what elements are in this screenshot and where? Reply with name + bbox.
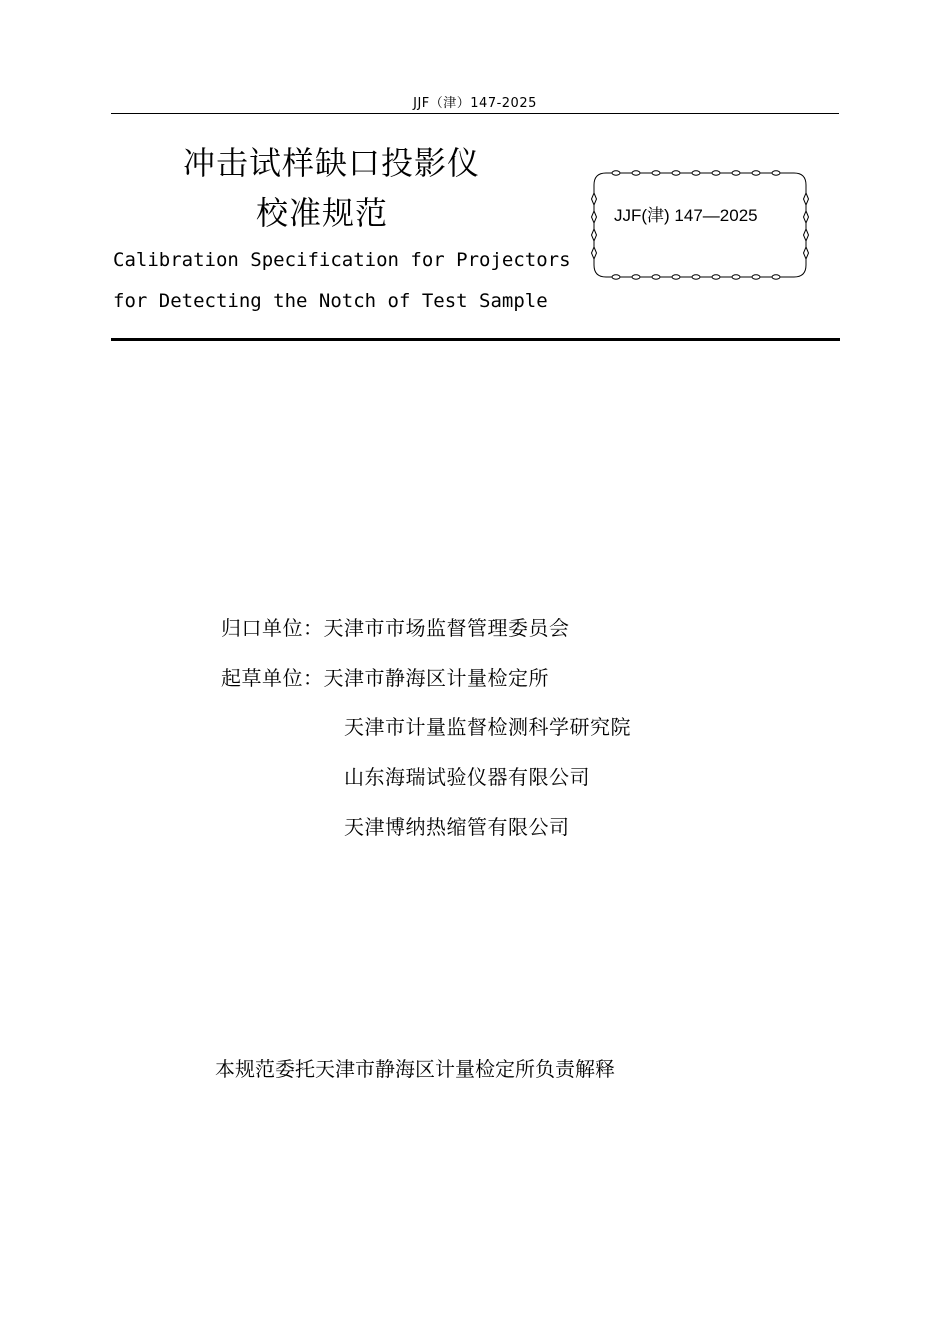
drafting-unit-name: 天津市静海区计量检定所 [323, 666, 549, 690]
title-line-1: 冲击试样缺口投影仪 [183, 144, 481, 182]
english-title-line-1: Calibration Specification for Projectors [113, 249, 571, 271]
title-line-2: 校准规范 [256, 194, 389, 232]
title-divider [111, 338, 840, 341]
responsible-unit-name: 天津市市场监督管理委员会 [323, 616, 570, 640]
english-title-line-2: for Detecting the Notch of Test Sample [113, 290, 548, 312]
drafting-unit-label: 起草单位： [221, 666, 324, 690]
drafting-unit-name: 山东海瑞试验仪器有限公司 [344, 765, 590, 789]
standard-code: JJF(津) 147—2025 [614, 206, 758, 225]
drafting-unit-name: 天津市计量监督检测科学研究院 [344, 715, 631, 739]
drafting-unit-name: 天津博纳热缩管有限公司 [344, 815, 570, 839]
responsible-unit-label: 归口单位： [221, 616, 324, 640]
drafting-unit-row [221, 662, 549, 691]
header-code: JJF（津）147-2025 [413, 96, 537, 111]
interpretation-note: 本规范委托天津市静海区计量检定所负责解释 [215, 1057, 615, 1081]
standard-code-box [590, 169, 810, 281]
responsible-unit-row [221, 612, 570, 641]
header-divider [111, 113, 839, 114]
